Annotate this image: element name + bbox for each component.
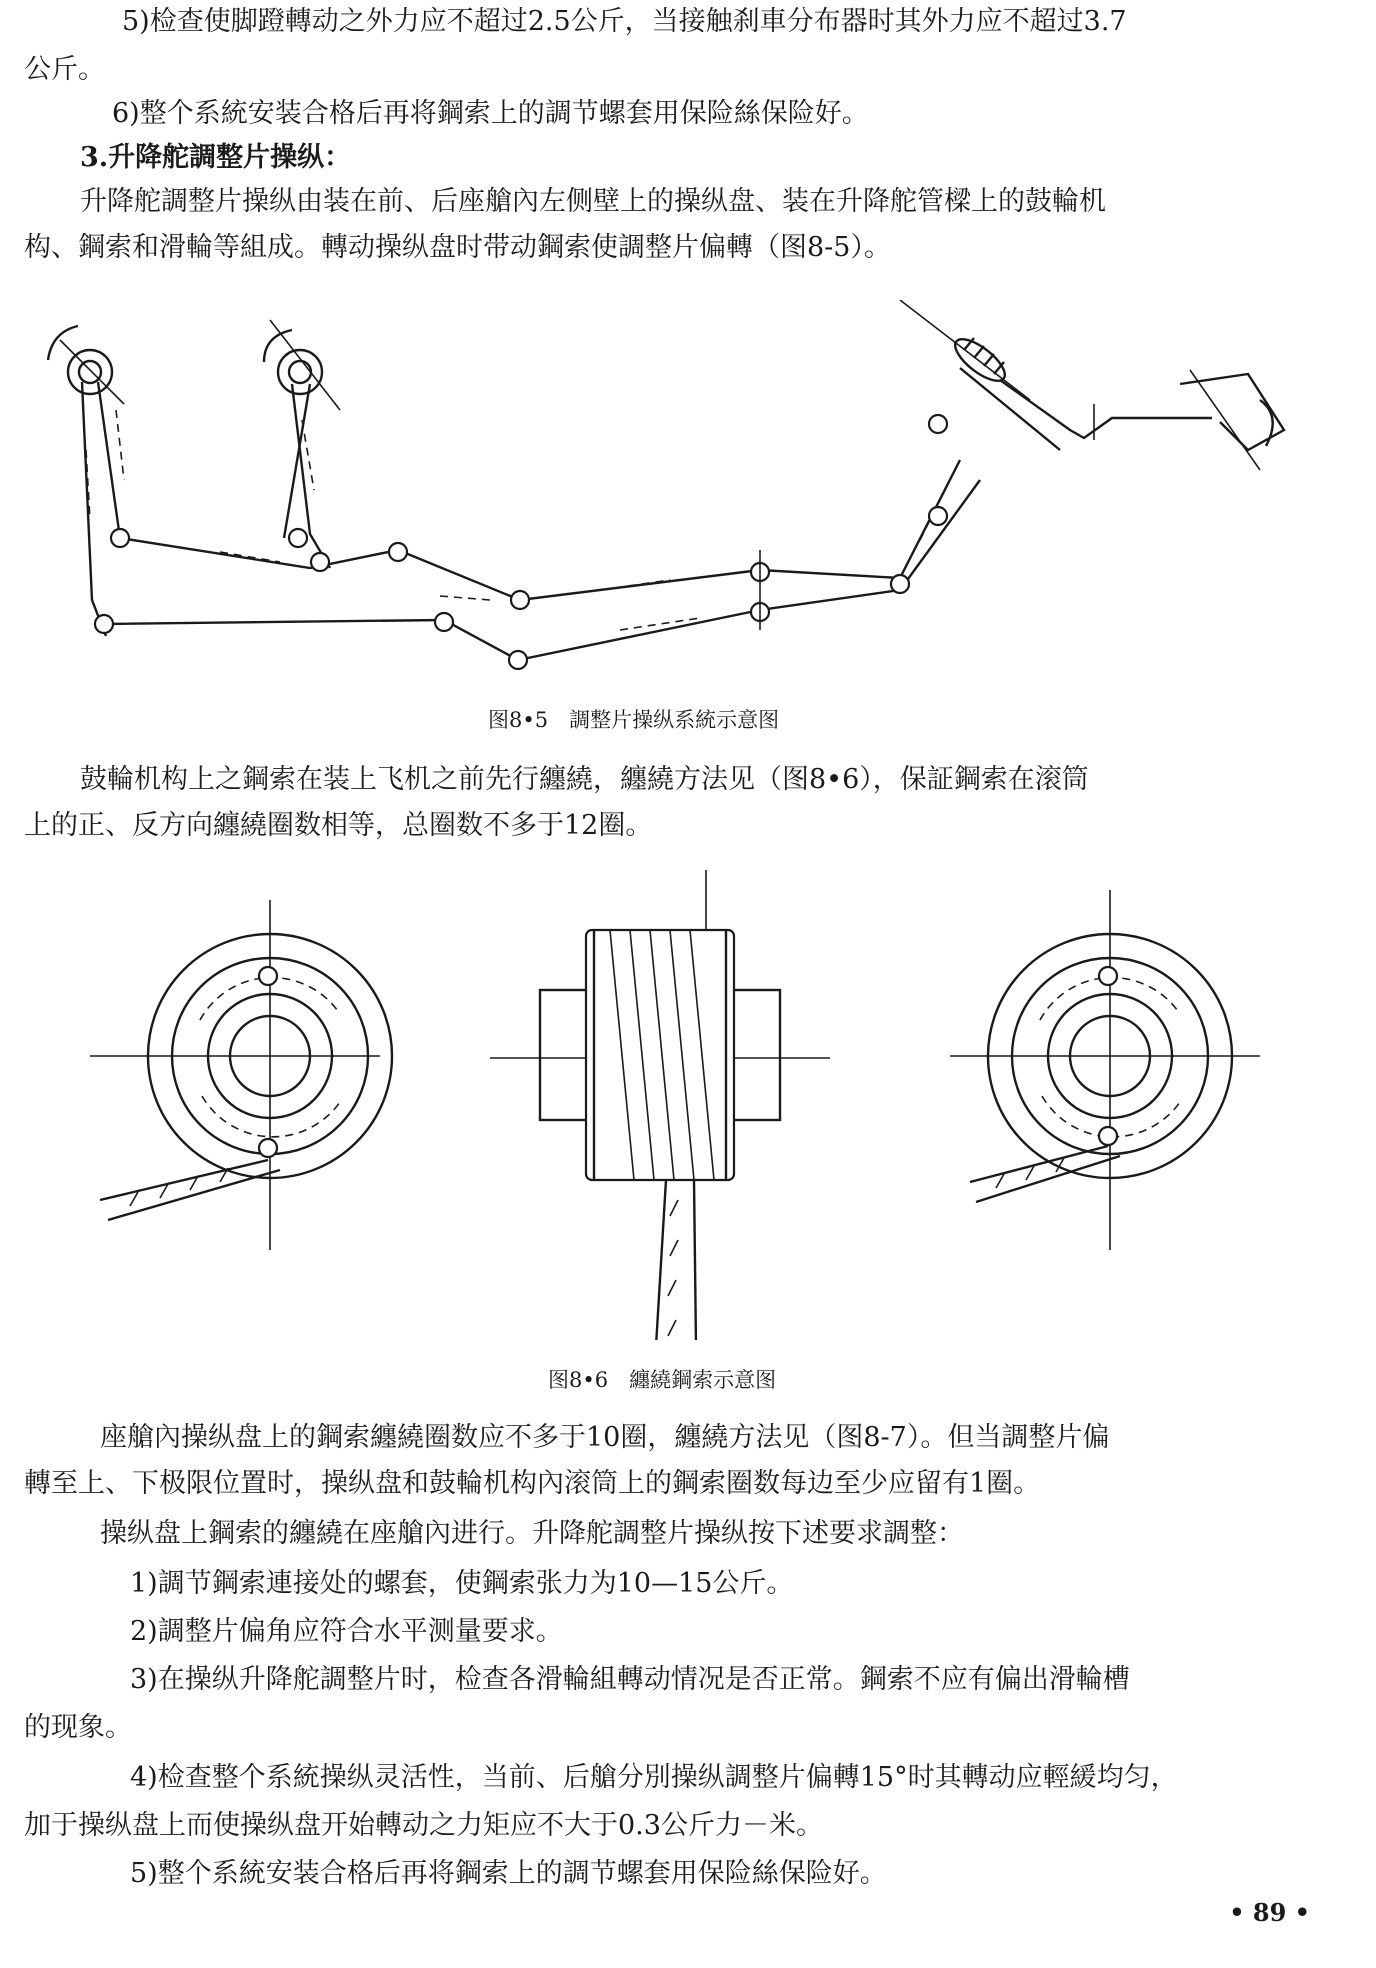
paragraph-brake-force-cont: 公斤。: [24, 54, 105, 85]
left-drum-view-icon: [90, 900, 392, 1250]
trim-tab-icon: [1180, 370, 1284, 470]
middle-drum-side-icon: [490, 870, 830, 1340]
paragraph-drum-winding: 鼓輪机构上之鋼索在装上飞机之前先行纏繞，纏繞方法见（图8•6），保証鋼索在滚筒: [80, 764, 1089, 795]
item-4-flexibility-check: 4)检查整个系統操纵灵活性，当前、后艙分別操纵調整片偏轉15°时其轉动应輕緩均匀，: [130, 1762, 1178, 1793]
item-4-flexibility-check-cont: 加于操纵盘上而使操纵盘开始轉动之力矩应不大于0.3公斤力－米。: [24, 1810, 823, 1841]
paragraph-safety-wire: 6)整个系統安装合格后再将鋼索上的調节螺套用保险絲保险好。: [112, 98, 869, 129]
figure-8-6-caption: 图8•6 纏繞鋼索示意图: [548, 1368, 777, 1392]
paragraph-adjust-requirements: 操纵盘上鋼索的纏繞在座艙內进行。升降舵調整片操纵按下述要求調整：: [100, 1518, 964, 1549]
page-number: • 89 •: [1229, 1898, 1310, 1927]
paragraph-brake-force: 5)检查使脚蹬轉动之外力应不超过2.5公斤，当接触刹車分布器时其外力应不超过3.7: [122, 6, 1127, 37]
item-2-tab-angle: 2)調整片偏角应符合水平测量要求。: [130, 1616, 563, 1647]
item-3-pulley-check-cont: 的现象。: [24, 1712, 132, 1743]
paragraph-cockpit-winding-cont: 轉至上、下极限位置时，操纵盘和鼓輪机构內滚筒上的鋼索圈数每边至少应留有1圈。: [24, 1468, 1041, 1499]
paragraph-tab-composition: 升降舵調整片操纵由装在前、后座艙內左侧壁上的操纵盘、装在升降舵管樑上的鼓輪机: [80, 186, 1106, 217]
paragraph-drum-winding-cont: 上的正、反方向纏繞圈数相等，总圈数不多于12圈。: [24, 810, 653, 841]
item-1-cable-tension: 1)調节鋼索連接处的螺套，使鋼索张力为10—15公斤。: [130, 1568, 794, 1599]
paragraph-cockpit-winding: 座艙內操纵盘上的鋼索纏繞圈数应不多于10圈，纏繞方法见（图8-7）。但当調整片偏: [100, 1422, 1110, 1453]
paragraph-tab-composition-cont: 构、鋼索和滑輪等組成。轉动操纵盘时带动鋼索使調整片偏轉（图8-5）。: [24, 232, 891, 263]
figure-8-5-control-schematic: [20, 300, 1320, 690]
figure-8-5-caption: 图8•5 調整片操纵系統示意图: [488, 708, 780, 732]
item-3-pulley-check: 3)在操纵升降舵調整片时，检查各滑輪組轉动情况是否正常。鋼索不应有偏出滑輪槽: [130, 1664, 1130, 1695]
front-control-wheel-icon: [48, 326, 124, 404]
section-heading-elevator-tab: 3.升降舵調整片操纵：: [80, 142, 352, 173]
right-drum-view-icon: [950, 890, 1260, 1250]
figure-8-6-winding-schematic: [90, 870, 1270, 1340]
rear-control-wheel-icon: [264, 320, 340, 410]
drum-mechanism-icon: [900, 300, 1060, 450]
item-5-safety-wire: 5)整个系統安装合格后再将鋼索上的調节螺套用保险絲保险好。: [130, 1858, 887, 1889]
